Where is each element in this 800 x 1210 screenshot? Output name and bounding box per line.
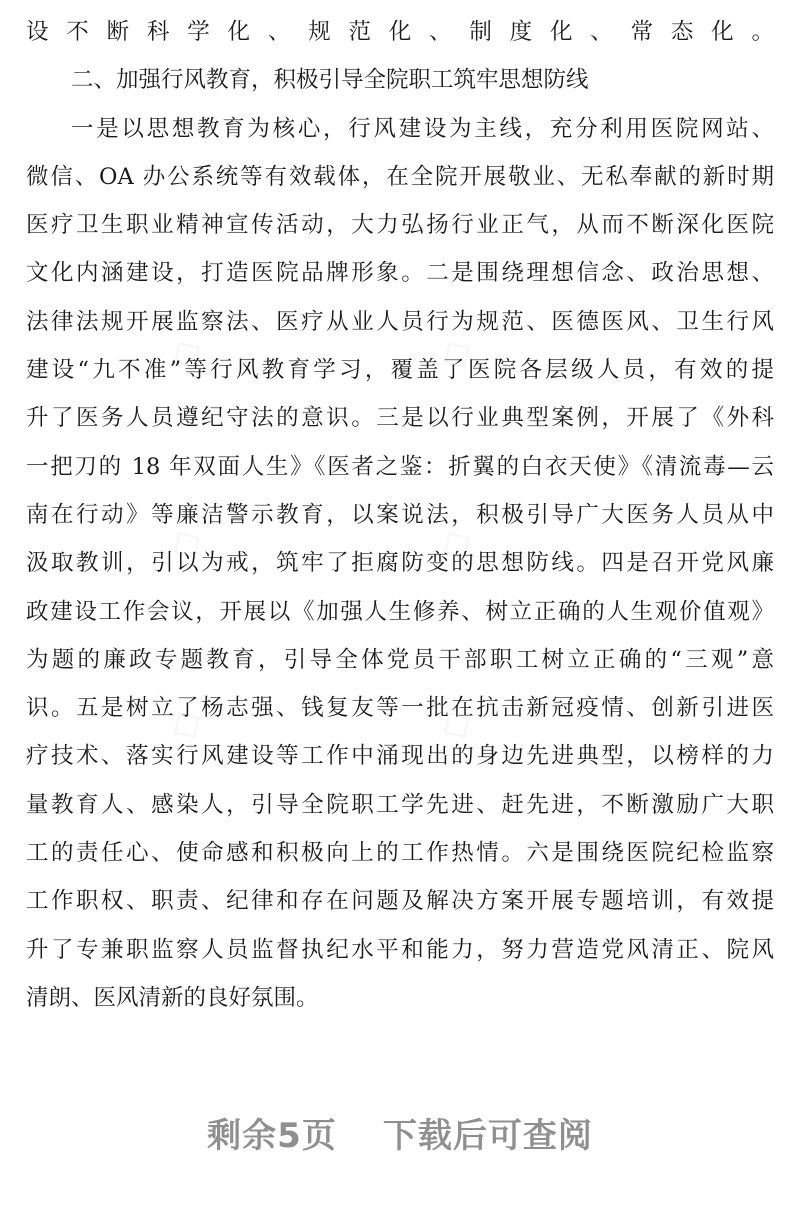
text-line: 法律法规开展监察法、医疗从业人员行为规范、医德医风、卫生行风: [26, 308, 774, 335]
remaining-pages-label: 剩余5页: [207, 1116, 337, 1156]
text-line: 一是以思想教育为核心，行风建设为主线，充分利用医院网站、: [71, 115, 774, 142]
text-line: 微信、OA 办公系统等有效载体，在全院开展敬业、无私奉献的新时期: [26, 163, 774, 190]
text-line: 升了医务人员遵纪守法的意识。三是以行业典型案例，开展了《外科: [26, 405, 774, 432]
download-prompt-banner[interactable]: [0, 1108, 800, 1157]
text-line: 医疗卫生职业精神宣传活动，大力弘扬行业正气，从而不断深化医院: [26, 212, 774, 239]
text-line: 一把刀的 18 年双面人生》《医者之鉴：折翼的白衣天使》《清流毒—云: [26, 453, 774, 480]
text-line: 政建设工作会议，开展以《加强人生修养、树立正确的人生观价值观》: [26, 598, 774, 625]
text-line: 文化内涵建设，打造医院品牌形象。二是围绕理想信念、政治思想、: [26, 260, 774, 287]
text-line: 汲取教训，引以为戒，筑牢了拒腐防变的思想防线。四是召开党风廉: [26, 550, 774, 577]
text-line: 清朗、医风清新的良好氛围。: [26, 984, 319, 1011]
text-line: 识。五是树立了杨志强、钱复友等一批在抗击新冠疫情、创新引进医: [26, 695, 774, 722]
text-line: 量教育人、感染人，引导全院职工学先进、赶先进，不断激励广大职: [26, 791, 774, 818]
text-line: 升了专兼职监察人员监督执纪水平和能力，努力营造党风清正、院风: [26, 936, 774, 963]
text-line: 工的责任心、使命感和积极向上的工作热情。六是围绕医院纪检监察: [26, 840, 774, 867]
document-body: [26, 8, 774, 1022]
text-line: 建设“九不准”等行风教育学习，覆盖了医院各层级人员，有效的提: [26, 357, 774, 384]
download-prompt-label: 下载后可查阅: [382, 1116, 593, 1156]
text-line: 工作职权、职责、纪律和存在问题及解决方案开展专题培训，有效提: [26, 888, 774, 915]
section-heading: 二、加强行风教育，积极引导全院职工筑牢思想防线: [71, 67, 589, 94]
text-line: 疗技术、落实行风建设等工作中涌现出的身边先进典型，以榜样的力: [26, 743, 774, 770]
text-line: 南在行动》等廉洁警示教育，以案说法，积极引导广大医务人员从中: [26, 501, 774, 528]
text-line: 设不断科学化、规范化、制度化、常态化。: [26, 19, 774, 45]
text-line: 为题的廉政专题教育，引导全体党员干部职工树立正确的“三观”意: [26, 646, 774, 673]
